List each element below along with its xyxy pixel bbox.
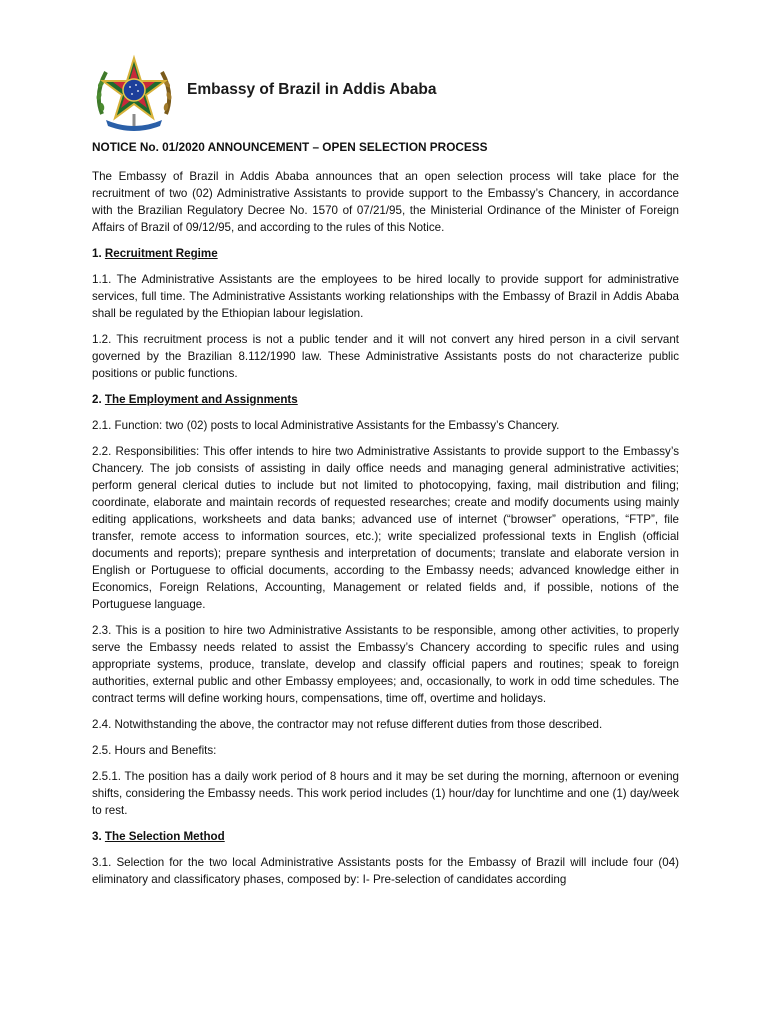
brazil-coat-of-arms-icon [92,54,176,132]
section-number: 2. [92,393,102,406]
section-title: Recruitment Regime [104,247,218,260]
section-number: 1. [92,247,102,260]
section-heading-3 [92,828,679,845]
paragraph-2-2: 2.2. Responsibilities: This offer intends to hire two Administrative Assistants to provide support to the Embassy’s Chancery. The job consists of assisting in daily office needs and managing general administrative activities; perform general clerical duties to include but not limited to photocopying, faxing, mail distribution and filing; coordinate, elaborate and maintain records of requested researches; create and modify documents using mainly editing applications, worksheets and data banks; advanced use of internet (“browser” operations, “FTP”, file transfer, remote access to information sources, etc.); write specialized professional texts in English (official documents and reports); prepare synthesis and interpretation of documents; translate and elaborate version in English or Portuguese to official documents, according to the Embassy needs; advanced knowledge either in Economics, Foreign Relations, Accounting, Management or related fields and, if possible, notions of the Portuguese language. [92,445,679,611]
section-title: The Employment and Assignments [104,393,298,406]
paragraph-3-1: 3.1. Selection for the two local Administrative Assistants posts for the Embassy of Brazil will include four (04) eliminatory and classificatory phases, composed by: I- Pre-selection of candidates according [92,856,679,886]
notice-title: NOTICE No. 01/2020 ANNOUNCEMENT – OPEN SELECTION PROCESS [92,140,488,154]
paragraph-2-4: 2.4. Notwithstanding the above, the contractor may not refuse different duties from those described. [92,718,603,731]
notice-body [92,139,679,897]
section-title: The Selection Method [104,830,225,843]
paragraph-1-2: 1.2. This recruitment process is not a public tender and it will not convert any hired person in a civil servant governed by the Brazilian 8.112/1990 law. These Administrative Assistants posts do not characterize public positions or public functions. [92,333,679,380]
paragraph-2-5-1: 2.5.1. The position has a daily work period of 8 hours and it may be set during the morning, afternoon or evening shifts, considering the Embassy needs. This work period includes (1) hour/day for lunchtime and one (1) day/week to rest. [92,770,679,817]
embassy-title: Embassy of Brazil in Addis Ababa [187,81,437,98]
section-number: 3. [92,830,102,843]
paragraph-1-1: 1.1. The Administrative Assistants are the employees to be hired locally to provide support for administrative services, full time. The Administrative Assistants working relationships with the Embassy of Brazil in Addis Ababa shall be regulated by the Ethiopian labour legislation. [92,273,679,320]
intro-paragraph: The Embassy of Brazil in Addis Ababa announces that an open selection process will take place for the recruitment of two (02) Administrative Assistants to provide support to the Embassy’s Chancery, in accordance with the Brazilian Regulatory Decree No. 1570 of 07/21/95, the Ministerial Ordinance of the Minister of Foreign Affairs of Brazil of 09/12/95, and according to the rules of this Notice. [92,170,679,234]
section-heading-2 [92,391,679,408]
paragraph-2-1: 2.1. Function: two (02) posts to local Administrative Assistants for the Embassy’s Chancery. [92,419,560,432]
paragraph-2-3: 2.3. This is a position to hire two Administrative Assistants to be responsible, among other activities, to properly serve the Embassy needs related to assist the Embassy’s Chancery according to specific rules and using appropriate systems, produce, translate, develop and classify official papers and routines; speak to foreign authorities, external public and other Embassy employees; and, occasionally, to work in odd time schedules. The contract terms will define working hours, compensations, time off, overtime and holidays. [92,624,679,705]
paragraph-2-5: 2.5. Hours and Benefits: [92,744,217,757]
letterhead [92,52,692,132]
section-heading-1 [92,245,679,262]
